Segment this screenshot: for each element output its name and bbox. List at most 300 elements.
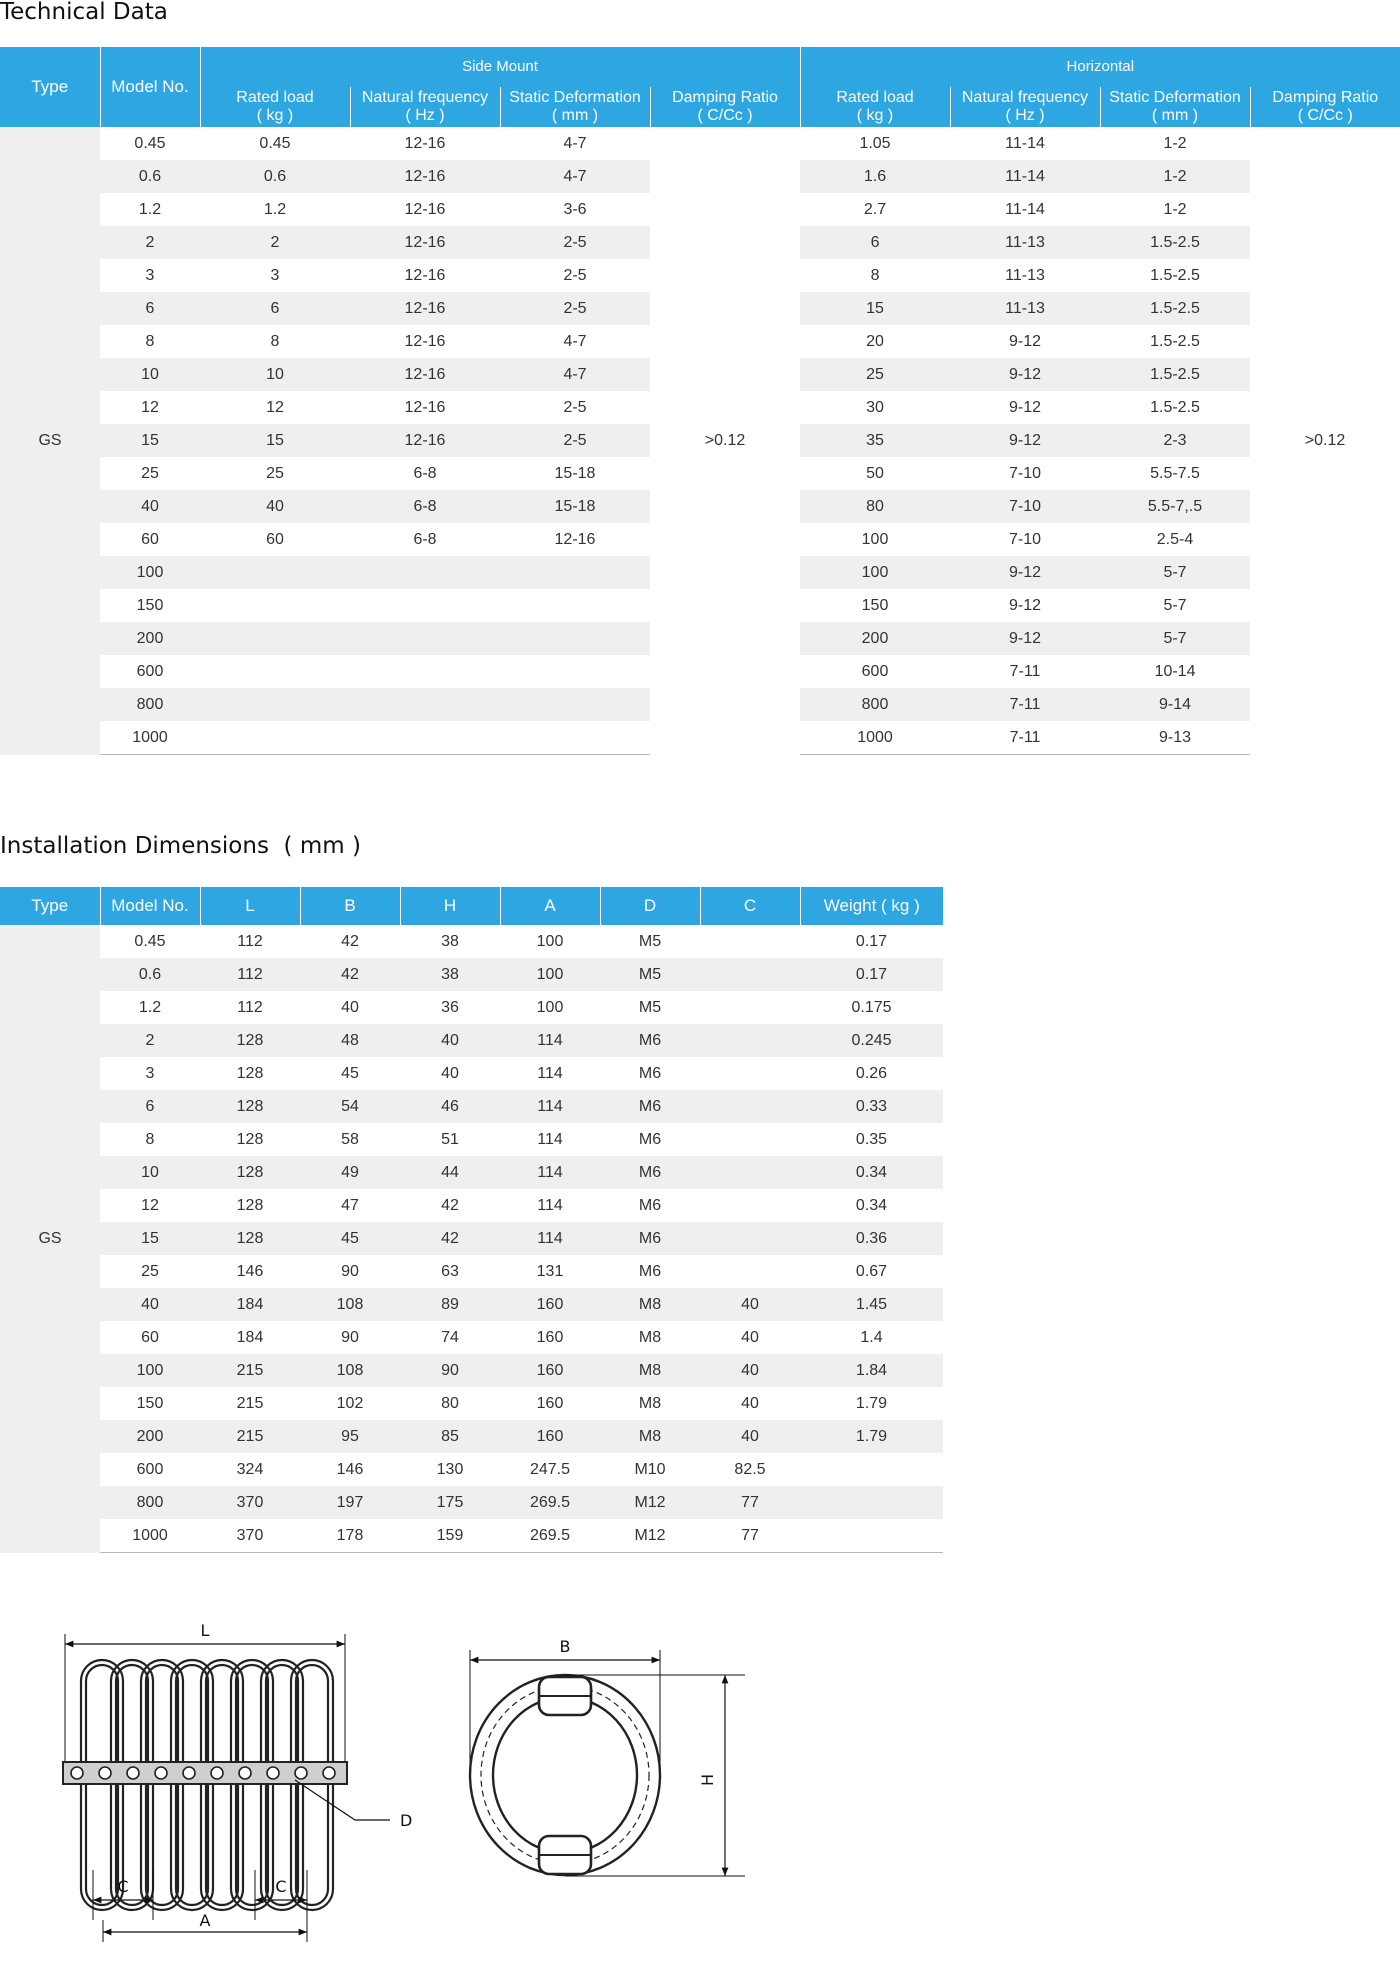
dimension-cell: 90: [341, 1263, 359, 1280]
table-row: [0, 925, 943, 958]
side-def-cell: 2-5: [500, 226, 650, 259]
hor-load-cell: 30: [866, 399, 884, 416]
dimension-cell: 114: [537, 1197, 563, 1214]
dimension-cell: 44: [400, 1156, 500, 1189]
dimension-cell: M8: [600, 1420, 700, 1453]
side-freq-cell: 6-8: [413, 465, 437, 482]
hor-def-cell: 2.5-4: [1156, 531, 1194, 548]
side-def-cell: 4-7: [563, 135, 587, 152]
model-cell: 600: [136, 663, 164, 680]
side-def-cell: 2-5: [500, 424, 650, 457]
hor-freq-cell: 7-10: [950, 490, 1100, 523]
dimension-cell: 77: [700, 1519, 800, 1553]
hor-freq-cell: 11-14: [1005, 201, 1045, 218]
dimension-cell: 1.84: [800, 1354, 943, 1387]
hor-def-cell: 9-14: [1100, 688, 1250, 721]
table-row: [0, 1024, 943, 1057]
dimension-cell: 114: [500, 1090, 600, 1123]
dimension-cell: 114: [500, 1222, 600, 1255]
side-def-cell: [500, 589, 650, 622]
installation-header-cell: Type: [0, 887, 100, 925]
hor-freq-cell: 11-13: [950, 292, 1100, 325]
side-load-cell: [200, 589, 350, 622]
hor-load-cell: 6: [800, 226, 950, 259]
hor-load-cell: 25: [800, 358, 950, 391]
side-load-cell: [200, 655, 350, 688]
dimension-cell: 1000: [100, 1519, 200, 1553]
dimension-cell: 114: [537, 1065, 563, 1082]
dimension-cell: 12: [141, 1197, 159, 1214]
dimension-cell: M8: [638, 1329, 662, 1346]
dimension-cell: M6: [638, 1197, 662, 1214]
side-def-cell: 2-5: [563, 267, 587, 284]
dimension-cell: 95: [300, 1420, 400, 1453]
tech-header-model: Model No.: [100, 47, 200, 127]
tech-header-type: Type: [0, 47, 100, 127]
dimension-cell: 160: [500, 1354, 600, 1387]
tech-header-side-mount: Side Mount: [200, 47, 800, 87]
side-load-cell: 15: [200, 424, 350, 457]
hor-freq-cell: 11-14: [1005, 135, 1045, 152]
hor-load-cell: 80: [800, 490, 950, 523]
side-load-cell: 0.6: [200, 160, 350, 193]
dimension-cell: 0.17: [800, 958, 943, 991]
dimension-cell: 2: [100, 1024, 200, 1057]
dimension-cell: 0.33: [800, 1090, 943, 1123]
side-freq-cell: [350, 589, 500, 622]
hor-freq-cell: 9-12: [950, 358, 1100, 391]
dimension-cell: 0.26: [855, 1065, 888, 1082]
dimension-cell: 100: [100, 1354, 200, 1387]
hor-freq-cell: 9-12: [1009, 333, 1042, 350]
dimension-cell: M5: [638, 999, 662, 1016]
model-cell: 0.6: [100, 160, 200, 193]
dimension-cell: 102: [336, 1395, 364, 1412]
dimension-cell: 159: [400, 1519, 500, 1553]
hor-def-cell: 1.5-2.5: [1150, 399, 1200, 416]
model-cell: 60: [141, 531, 159, 548]
dimension-cell: 85: [400, 1420, 500, 1453]
retainer-blocks: [539, 1677, 591, 1874]
hor-load-cell: 8: [870, 267, 880, 284]
dimension-cell: 0.245: [800, 1024, 943, 1057]
dimension-cell: 42: [441, 1197, 459, 1214]
hor-def-cell: 2-3: [1100, 424, 1250, 457]
side-freq-cell: [350, 688, 500, 721]
dimension-cell: M8: [638, 1395, 662, 1412]
hor-load-cell: 1.6: [800, 160, 950, 193]
side-freq-cell: [350, 655, 500, 688]
dimension-cell: M5: [600, 958, 700, 991]
dimension-D: [295, 1780, 412, 1830]
dimension-cell: 40: [341, 999, 359, 1016]
dimension-cell: 197: [300, 1486, 400, 1519]
dimension-cell: 0.17: [855, 933, 888, 950]
side-def-cell: [500, 721, 650, 755]
model-cell: 6: [100, 292, 200, 325]
hor-load-cell: 150: [861, 597, 889, 614]
installation-header-cell: D: [600, 887, 700, 925]
dimension-cell: 128: [236, 1131, 264, 1148]
label-C-left: C: [117, 1877, 129, 1896]
dimension-cell: 108: [300, 1354, 400, 1387]
dimension-cell: [700, 958, 800, 991]
label-C-right: C: [275, 1877, 287, 1896]
dimension-cell: 150: [136, 1395, 164, 1412]
dimension-cell: 600: [136, 1461, 164, 1478]
hor-load-cell: 200: [800, 622, 950, 655]
dimension-cell: 0.36: [800, 1222, 943, 1255]
table-row: [0, 1486, 943, 1519]
tech-header-side-load: Rated load ( kg ): [200, 87, 350, 127]
dimension-cell: M5: [638, 933, 662, 950]
dimension-cell: 40: [100, 1288, 200, 1321]
side-def-cell: [500, 655, 650, 688]
dimension-cell: 0.67: [855, 1263, 888, 1280]
hor-def-cell: 1.5-2.5: [1150, 333, 1200, 350]
side-load-cell: 60: [266, 531, 284, 548]
table-row: [0, 958, 943, 991]
table-row: [0, 1420, 943, 1453]
installation-body: [0, 925, 943, 1553]
installation-header-cell: A: [500, 887, 600, 925]
dimension-cell: [700, 1222, 800, 1255]
side-def-cell: 15-18: [500, 490, 650, 523]
side-damping-cell: >0.12: [650, 127, 800, 755]
dimension-cell: M6: [600, 1156, 700, 1189]
dimension-cell: M6: [600, 1222, 700, 1255]
dimension-cell: 184: [200, 1288, 300, 1321]
dimension-cell: 90: [341, 1329, 359, 1346]
tech-header-hor-freq: Natural frequency ( Hz ): [950, 87, 1100, 127]
model-cell: 15: [100, 424, 200, 457]
side-freq-cell: 12-16: [350, 160, 500, 193]
dimension-cell: [700, 1255, 800, 1288]
dimension-cell: 40: [400, 1024, 500, 1057]
dimension-cell: 160: [500, 1288, 600, 1321]
dimension-cell: 90: [400, 1354, 500, 1387]
dimension-cell: 215: [200, 1420, 300, 1453]
dimension-C-left: [93, 1870, 153, 1920]
retainer-bar: [63, 1762, 347, 1784]
hor-freq-cell: 11-13: [950, 226, 1100, 259]
dimension-cell: 82.5: [734, 1461, 766, 1478]
tech-header-row-2: [0, 87, 1400, 127]
dimension-cell: [700, 1123, 800, 1156]
model-cell: 1.2: [138, 201, 162, 218]
hor-load-cell: 15: [800, 292, 950, 325]
table-row: [0, 1519, 943, 1553]
dimension-cell: 128: [200, 1156, 300, 1189]
dimension-cell: [700, 1189, 800, 1222]
dimension-cell: 1.45: [800, 1288, 943, 1321]
installation-header-cell: H: [400, 887, 500, 925]
table-row: [0, 127, 1400, 160]
dimension-cell: 128: [200, 1024, 300, 1057]
dimension-cell: 15: [100, 1222, 200, 1255]
dimension-cell: 51: [441, 1131, 459, 1148]
model-cell: 3: [145, 267, 155, 284]
dimension-cell: [800, 1486, 943, 1519]
side-freq-cell: 12-16: [404, 135, 446, 152]
hor-freq-cell: 11-13: [1005, 267, 1045, 284]
dimension-cell: 160: [536, 1329, 564, 1346]
dimension-cell: 247.5: [529, 1461, 571, 1478]
hor-freq-cell: 7-11: [950, 688, 1100, 721]
side-freq-cell: 12-16: [404, 399, 446, 416]
dimension-cell: 40: [441, 1065, 459, 1082]
hor-def-cell: 10-14: [1154, 663, 1196, 680]
hor-damping-cell: >0.12: [1250, 127, 1400, 755]
dimension-cell: 89: [400, 1288, 500, 1321]
side-freq-cell: [350, 721, 500, 755]
dimension-cell: 77: [700, 1486, 800, 1519]
dimension-cell: 131: [536, 1263, 564, 1280]
dimension-cell: 128: [200, 1090, 300, 1123]
dimension-cell: 42: [341, 933, 359, 950]
dimension-cell: 40: [700, 1420, 800, 1453]
model-cell: 100: [100, 556, 200, 589]
dimension-cell: M10: [634, 1461, 666, 1478]
table-row: [0, 1090, 943, 1123]
side-load-cell: 2: [200, 226, 350, 259]
table-row: [0, 1189, 943, 1222]
dimension-cell: 1.79: [855, 1395, 888, 1412]
dimension-cell: 74: [441, 1329, 459, 1346]
hor-load-cell: 100: [861, 531, 889, 548]
dimension-cell: 47: [341, 1197, 359, 1214]
hor-freq-cell: 7-10: [1009, 465, 1042, 482]
side-freq-cell: 6-8: [350, 490, 500, 523]
dimension-cell: M12: [600, 1519, 700, 1553]
table-row: [0, 991, 943, 1024]
dimension-cell: 0.45: [134, 933, 166, 950]
side-load-cell: [200, 688, 350, 721]
side-freq-cell: 12-16: [404, 333, 446, 350]
label-L: L: [200, 1621, 210, 1640]
dimension-cell: 25: [141, 1263, 159, 1280]
dimension-cell: 269.5: [500, 1486, 600, 1519]
dimension-cell: 100: [536, 933, 564, 950]
side-load-cell: 0.45: [259, 135, 291, 152]
tech-header-side-def: Static Deformation ( mm ): [500, 87, 650, 127]
tech-header-horizontal: Horizontal: [800, 47, 1400, 87]
side-load-cell: 3: [270, 267, 280, 284]
dimension-cell: 112: [237, 999, 263, 1016]
model-cell: 150: [136, 597, 164, 614]
dimension-cell: 269.5: [500, 1519, 600, 1553]
table-row: [0, 1354, 943, 1387]
dimension-cell: 160: [500, 1420, 600, 1453]
hor-def-cell: 5-7: [1100, 556, 1250, 589]
dimension-cell: 200: [100, 1420, 200, 1453]
dimension-cell: 114: [500, 1156, 600, 1189]
model-cell: 2: [100, 226, 200, 259]
hor-def-cell: 1.5-2.5: [1100, 226, 1250, 259]
side-def-cell: 3-6: [563, 201, 587, 218]
hor-load-cell: 1000: [800, 721, 950, 755]
hor-load-cell: 1.05: [859, 135, 891, 152]
hor-def-cell: 5.5-7,.5: [1100, 490, 1250, 523]
table-row: [0, 1057, 943, 1090]
tech-header-row-1: [0, 47, 1400, 87]
installation-header-cell: Model No.: [100, 887, 200, 925]
dimension-cell: 38: [400, 958, 500, 991]
hor-freq-cell: 7-10: [1009, 531, 1042, 548]
dimension-cell: 42: [400, 1222, 500, 1255]
dimension-cell: 370: [200, 1486, 300, 1519]
hor-def-cell: 1-2: [1163, 135, 1187, 152]
installation-header-cell: L: [200, 887, 300, 925]
side-def-cell: [500, 688, 650, 721]
side-freq-cell: [350, 556, 500, 589]
side-view-diagram: [55, 1620, 425, 1950]
dimension-cell: 40: [700, 1354, 800, 1387]
side-def-cell: [500, 556, 650, 589]
dimension-cell: 54: [300, 1090, 400, 1123]
hor-freq-cell: 9-12: [950, 556, 1100, 589]
hor-freq-cell: 7-11: [950, 721, 1100, 755]
tech-header-hor-def: Static Deformation ( mm ): [1100, 87, 1250, 127]
hor-freq-cell: 11-14: [950, 160, 1100, 193]
table-row: [0, 1222, 943, 1255]
dimension-cell: M6: [638, 1065, 662, 1082]
hor-def-cell: 9-13: [1100, 721, 1250, 755]
hor-def-cell: 5-7: [1163, 597, 1187, 614]
hor-def-cell: 1-2: [1100, 160, 1250, 193]
dimension-cell: 0.6: [100, 958, 200, 991]
hor-load-cell: 35: [800, 424, 950, 457]
table-row: [0, 1288, 943, 1321]
dimension-cell: 178: [300, 1519, 400, 1553]
dimension-cell: 1.79: [800, 1420, 943, 1453]
dimension-cell: 60: [141, 1329, 159, 1346]
dimension-cell: [800, 1519, 943, 1553]
side-load-cell: 10: [200, 358, 350, 391]
dimension-cell: 10: [100, 1156, 200, 1189]
technical-data-title: Technical Data: [0, 0, 168, 25]
installation-header-cell: C: [700, 887, 800, 925]
model-cell: 12: [141, 399, 159, 416]
hor-def-cell: 5.5-7.5: [1150, 465, 1200, 482]
dimension-cell: [800, 1453, 943, 1486]
dimension-cell: M8: [600, 1288, 700, 1321]
side-load-cell: 8: [270, 333, 280, 350]
hor-def-cell: 1.5-2.5: [1150, 267, 1200, 284]
hor-freq-cell: 9-12: [950, 622, 1100, 655]
dimension-cell: 40: [700, 1288, 800, 1321]
dimension-cell: [700, 1090, 800, 1123]
side-load-cell: 25: [266, 465, 284, 482]
dimension-cell: 800: [100, 1486, 200, 1519]
dimension-cell: 80: [441, 1395, 459, 1412]
dimension-cell: 0.34: [855, 1197, 888, 1214]
model-cell: 25: [141, 465, 159, 482]
dimension-cell: [700, 925, 800, 958]
installation-table: [0, 887, 943, 1553]
dimension-cell: [700, 1024, 800, 1057]
dimension-cell: 42: [300, 958, 400, 991]
dimension-cell: 146: [236, 1263, 264, 1280]
table-row: [0, 1453, 943, 1486]
side-freq-cell: 6-8: [413, 531, 437, 548]
side-load-cell: 6: [200, 292, 350, 325]
type-cell: GS: [0, 925, 100, 1553]
side-load-cell: [200, 721, 350, 755]
hor-freq-cell: 9-12: [1009, 399, 1042, 416]
installation-title: Installation Dimensions ( mm ): [0, 833, 361, 859]
dimension-cell: [700, 1057, 800, 1090]
tech-header-side-freq: Natural frequency ( Hz ): [350, 87, 500, 127]
dimension-cell: 48: [300, 1024, 400, 1057]
dimension-cell: M6: [600, 1090, 700, 1123]
dimension-cell: 0.175: [851, 999, 892, 1016]
hor-freq-cell: 9-12: [950, 424, 1100, 457]
tech-header-side-damp: Damping Ratio ( C/Cc ): [650, 87, 800, 127]
installation-header-row: [0, 887, 943, 925]
side-freq-cell: 12-16: [350, 424, 500, 457]
dimension-cell: 114: [537, 1131, 563, 1148]
dimension-cell: 128: [236, 1065, 264, 1082]
side-def-cell: 2-5: [563, 399, 587, 416]
type-cell: GS: [0, 127, 100, 755]
hor-def-cell: 1.5-2.5: [1100, 358, 1250, 391]
side-load-cell: 40: [200, 490, 350, 523]
hor-load-cell: 2.7: [863, 201, 887, 218]
technical-data-table: [0, 47, 1400, 755]
tech-header-hor-damp: Damping Ratio ( C/Cc ): [1250, 87, 1400, 127]
tech-header-hor-load: Rated load ( kg ): [800, 87, 950, 127]
dimension-cell: 6: [100, 1090, 200, 1123]
dimension-cell: 160: [536, 1395, 564, 1412]
table-row: [0, 1123, 943, 1156]
label-B: B: [559, 1637, 571, 1656]
dimension-cell: 128: [236, 1197, 264, 1214]
dimension-A: [103, 1911, 307, 1942]
dimension-cell: M6: [638, 1263, 662, 1280]
dimension-cell: M12: [600, 1486, 700, 1519]
dimension-cell: [700, 1156, 800, 1189]
dimension-cell: 58: [341, 1131, 359, 1148]
table-row: [0, 1156, 943, 1189]
dimension-cell: 130: [436, 1461, 464, 1478]
side-load-cell: [200, 622, 350, 655]
side-def-cell: 12-16: [554, 531, 596, 548]
dimension-cell: M6: [600, 1024, 700, 1057]
dimension-cell: 45: [341, 1065, 359, 1082]
label-H: H: [698, 1773, 717, 1787]
dimension-cell: 38: [441, 933, 459, 950]
dimension-cell: 0.35: [855, 1131, 888, 1148]
dimension-cell: 324: [236, 1461, 264, 1478]
hor-freq-cell: 9-12: [1009, 597, 1042, 614]
side-freq-cell: 12-16: [404, 201, 446, 218]
end-view-diagram: [455, 1630, 755, 1900]
dimension-cell: 40: [741, 1329, 759, 1346]
table-row: [0, 1321, 943, 1354]
side-freq-cell: 12-16: [350, 292, 500, 325]
dimension-cell: 215: [200, 1354, 300, 1387]
dimension-cell: 1.4: [860, 1329, 883, 1346]
dimension-cell: 112: [200, 958, 300, 991]
dimension-cell: 8: [145, 1131, 155, 1148]
dimension-cell: 184: [236, 1329, 264, 1346]
technical-data-body: [0, 127, 1400, 755]
installation-header-cell: Weight ( kg ): [800, 887, 943, 925]
dimension-cell: 128: [200, 1222, 300, 1255]
dimension-cell: 100: [536, 999, 564, 1016]
hor-def-cell: 5-7: [1100, 622, 1250, 655]
